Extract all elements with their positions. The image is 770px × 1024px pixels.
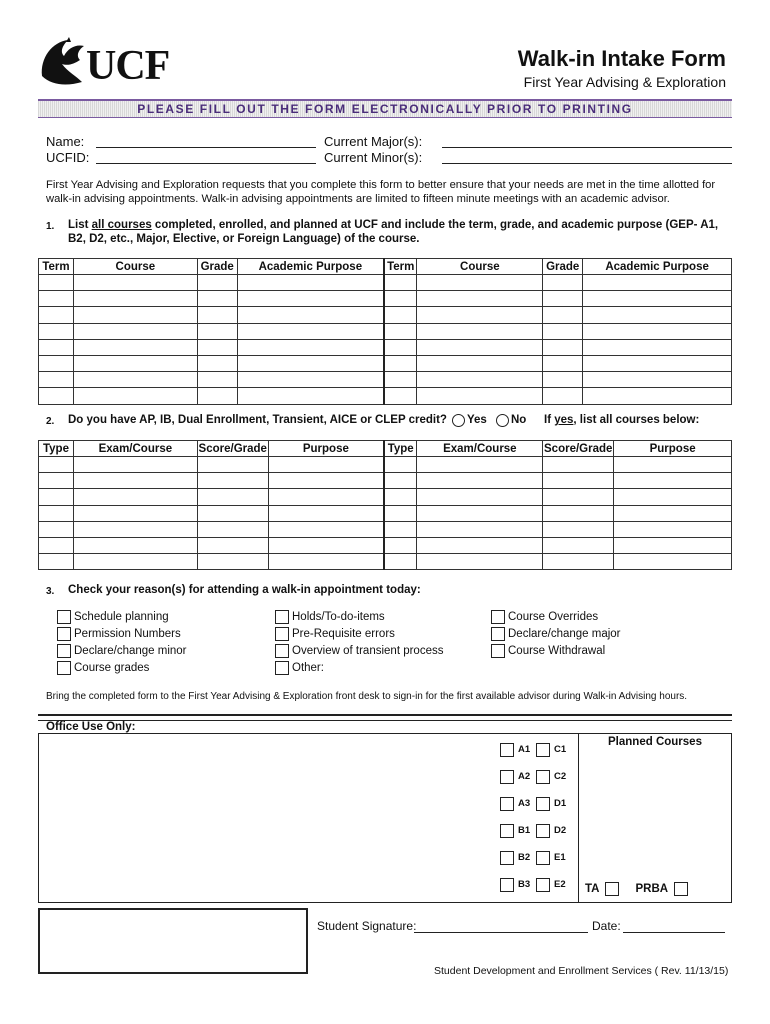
table-cell[interactable] (197, 388, 237, 404)
table-cell[interactable] (237, 307, 384, 323)
table-cell[interactable] (73, 372, 197, 388)
table-row (39, 307, 732, 323)
reason-option[interactable]: Schedule planning (57, 610, 187, 624)
table-cell[interactable] (417, 323, 543, 339)
prba-checkbox[interactable] (674, 882, 688, 896)
major-label: Current Major(s): (324, 134, 423, 149)
col-header: Purpose (268, 441, 384, 457)
q1-number: 1. (46, 221, 55, 232)
reason-option[interactable]: Course Overrides (491, 610, 621, 624)
table-cell[interactable] (417, 339, 543, 355)
table-cell[interactable] (543, 554, 614, 570)
table-cell[interactable] (543, 372, 583, 388)
q3-text: Check your reason(s) for attending a walk-in appointment today: (68, 584, 421, 596)
col-header: Course (417, 259, 543, 275)
table-cell[interactable] (543, 291, 583, 307)
table-cell[interactable] (73, 307, 197, 323)
checkbox[interactable] (536, 878, 550, 892)
q2-number: 2. (46, 416, 55, 427)
table-cell[interactable] (384, 388, 417, 404)
table-cell[interactable] (237, 339, 384, 355)
gep-row: A1 C1 (500, 742, 566, 757)
gep-row: B1 D2 (500, 823, 566, 838)
table-cell[interactable] (39, 291, 74, 307)
table-cell[interactable] (384, 489, 417, 505)
table-cell[interactable] (417, 388, 543, 404)
checkbox[interactable] (500, 824, 514, 838)
table-row (39, 355, 732, 371)
table-cell[interactable] (543, 323, 583, 339)
table-cell[interactable] (384, 355, 417, 371)
table-cell[interactable] (268, 473, 384, 489)
col-header: Exam/Course (417, 441, 543, 457)
name-label: Name: (46, 134, 85, 149)
minor-field[interactable] (442, 163, 732, 164)
checkbox[interactable] (536, 743, 550, 757)
table-cell[interactable] (39, 372, 74, 388)
date-label: Date: (592, 919, 621, 933)
gep-row: B2 E1 (500, 850, 566, 865)
table-row (39, 537, 732, 553)
table-cell[interactable] (39, 554, 74, 570)
advisor-box[interactable] (38, 908, 308, 974)
instruction-banner: PLEASE FILL OUT THE FORM ELECTRONICALLY PRIOR TO PRINTING (38, 99, 732, 118)
table-cell[interactable] (614, 473, 732, 489)
table-cell[interactable] (268, 554, 384, 570)
table-row (39, 521, 732, 537)
course-table-header (39, 259, 732, 275)
table-cell[interactable] (417, 505, 543, 521)
q2-yes-option[interactable]: Yes (452, 413, 487, 427)
table-cell[interactable] (39, 307, 74, 323)
gep-row: B3 E2 (500, 877, 566, 892)
col-header: Purpose (614, 441, 732, 457)
table-cell[interactable] (384, 521, 417, 537)
col-header: Term (384, 259, 417, 275)
reasons-col-2 (275, 610, 443, 675)
table-cell[interactable] (417, 537, 543, 553)
table-cell[interactable] (614, 489, 732, 505)
office-divider (38, 714, 732, 721)
col-header: Term (39, 259, 74, 275)
table-cell[interactable] (197, 457, 268, 473)
table-cell[interactable] (543, 339, 583, 355)
table-cell[interactable] (543, 537, 614, 553)
checkbox[interactable] (57, 610, 71, 624)
table-cell[interactable] (543, 473, 614, 489)
table-cell[interactable] (543, 457, 614, 473)
table-cell[interactable] (197, 323, 237, 339)
q1-text: List all courses completed, enrolled, and planned at UCF and include the term, grade, and academic purpose (GEP- A1, B2, D2, etc., Major, Elective, or Foreign Language) of the course. (68, 219, 719, 245)
table-cell[interactable] (39, 505, 74, 521)
table-cell[interactable] (417, 521, 543, 537)
table-cell[interactable] (268, 505, 384, 521)
col-header: Grade (543, 259, 583, 275)
table-cell[interactable] (614, 521, 732, 537)
student-signature-field[interactable] (414, 932, 588, 933)
page-subtitle: First Year Advising & Exploration (523, 74, 726, 90)
table-cell[interactable] (73, 473, 197, 489)
table-row (39, 275, 732, 291)
table-cell[interactable] (384, 554, 417, 570)
table-cell[interactable] (237, 388, 384, 404)
table-cell[interactable] (73, 388, 197, 404)
checkbox[interactable] (275, 610, 289, 624)
footer-text: Student Development and Enrollment Services ( Rev. 11/13/15) (434, 965, 729, 977)
table-cell[interactable] (268, 489, 384, 505)
table-cell[interactable] (384, 339, 417, 355)
table-cell[interactable] (417, 291, 543, 307)
col-header: Score/Grade (198, 442, 267, 455)
credit-table-header (39, 441, 732, 457)
ucfid-field[interactable] (96, 163, 316, 164)
table-cell[interactable] (73, 291, 197, 307)
table-cell[interactable] (543, 489, 614, 505)
col-header: Type (39, 441, 74, 457)
table-cell[interactable] (384, 372, 417, 388)
col-header: Type (384, 441, 417, 457)
table-cell[interactable] (237, 355, 384, 371)
table-cell[interactable] (384, 457, 417, 473)
table-cell[interactable] (39, 323, 74, 339)
table-cell[interactable] (39, 275, 74, 291)
table-cell[interactable] (417, 489, 543, 505)
gep-row: A3 D1 (500, 796, 566, 811)
table-cell[interactable] (197, 275, 237, 291)
table-cell[interactable] (237, 372, 384, 388)
table-row (39, 372, 732, 388)
page-title: Walk-in Intake Form (517, 46, 726, 71)
table-row (39, 339, 732, 355)
table-row (39, 554, 732, 570)
table-cell[interactable] (417, 457, 543, 473)
table-cell[interactable] (543, 275, 583, 291)
table-cell[interactable] (417, 355, 543, 371)
ucf-logo-text: UCF (86, 43, 170, 89)
table-row (39, 505, 732, 521)
checkbox[interactable] (500, 797, 514, 811)
table-cell[interactable] (543, 505, 614, 521)
table-row (39, 473, 732, 489)
table-cell[interactable] (543, 521, 614, 537)
table-cell[interactable] (417, 275, 543, 291)
table-cell[interactable] (197, 537, 268, 553)
reason-option[interactable]: Holds/To-do-items (275, 610, 443, 624)
table-cell[interactable] (73, 275, 197, 291)
reason-option[interactable]: Permission Numbers (57, 627, 187, 641)
table-cell[interactable] (583, 355, 732, 371)
checkbox[interactable] (275, 661, 289, 675)
reason-option[interactable]: Course Withdrawal (491, 644, 621, 658)
checkbox[interactable] (500, 770, 514, 784)
col-header: Academic Purpose (237, 259, 384, 275)
checkbox[interactable] (536, 851, 550, 865)
intro-paragraph: First Year Advising and Exploration requests that you complete this form to better ensure that your needs are met in the time allotted for walk-in advising appointments. Walk-in advising appointments are limited to fifteen minute meetings with an academic advisor. (46, 179, 716, 205)
table-cell[interactable] (197, 521, 268, 537)
checkbox[interactable] (536, 797, 550, 811)
table-row (39, 457, 732, 473)
table-cell[interactable] (197, 505, 268, 521)
table-cell[interactable] (543, 307, 583, 323)
reasons-col-3 (491, 610, 621, 658)
table-cell[interactable] (268, 537, 384, 553)
office-label: Office Use Only: (46, 721, 136, 733)
table-cell[interactable] (39, 521, 74, 537)
table-cell[interactable] (614, 554, 732, 570)
table-cell[interactable] (39, 388, 74, 404)
col-header: Grade (197, 259, 237, 275)
col-header: Exam/Course (73, 441, 197, 457)
table-cell[interactable] (417, 372, 543, 388)
table-cell[interactable] (583, 275, 732, 291)
col-header: Score/Grade (544, 442, 613, 455)
table-cell[interactable] (583, 291, 732, 307)
table-row (39, 489, 732, 505)
table-cell[interactable] (583, 339, 732, 355)
table-cell[interactable] (39, 473, 74, 489)
table-cell[interactable] (73, 355, 197, 371)
table-cell[interactable] (39, 489, 74, 505)
gep-codes (500, 742, 566, 892)
table-cell[interactable] (543, 355, 583, 371)
gep-row: A2 C2 (500, 769, 566, 784)
table-cell[interactable] (197, 307, 237, 323)
table-cell[interactable] (384, 473, 417, 489)
ucfid-label: UCFID: (46, 150, 90, 165)
table-cell[interactable] (197, 473, 268, 489)
table-cell[interactable] (417, 307, 543, 323)
table-cell[interactable] (268, 521, 384, 537)
q2-if-yes: If yes, list all courses below: (544, 414, 700, 426)
student-signature-label: Student Signature: (317, 919, 417, 933)
table-cell[interactable] (73, 521, 197, 537)
table-cell[interactable] (614, 457, 732, 473)
table-cell[interactable] (73, 489, 197, 505)
table-cell[interactable] (73, 457, 197, 473)
checkbox[interactable] (57, 644, 71, 658)
table-cell[interactable] (73, 554, 197, 570)
table-cell[interactable] (237, 275, 384, 291)
checkbox[interactable] (57, 661, 71, 675)
minor-label: Current Minor(s): (324, 150, 423, 165)
table-cell[interactable] (39, 537, 74, 553)
table-cell[interactable] (384, 505, 417, 521)
planned-courses-box (578, 733, 732, 903)
checkbox[interactable] (536, 824, 550, 838)
credit-table (38, 440, 732, 570)
table-cell[interactable] (197, 339, 237, 355)
checkbox[interactable] (500, 878, 514, 892)
checkbox[interactable] (500, 851, 514, 865)
table-cell[interactable] (384, 307, 417, 323)
checkbox[interactable] (491, 644, 505, 658)
reason-option[interactable]: Overview of transient process (275, 644, 443, 658)
col-header: Academic Purpose (583, 259, 732, 275)
major-field[interactable] (442, 147, 732, 148)
reason-option[interactable]: Other: (275, 661, 443, 675)
ta-label: TA (585, 883, 600, 895)
reasons-col-1 (57, 610, 187, 675)
q3-number: 3. (46, 586, 55, 597)
table-row (39, 323, 732, 339)
table-cell[interactable] (197, 554, 268, 570)
table-cell[interactable] (583, 388, 732, 404)
table-cell[interactable] (237, 323, 384, 339)
table-cell[interactable] (197, 291, 237, 307)
table-cell[interactable] (73, 339, 197, 355)
date-field[interactable] (623, 932, 725, 933)
reason-option[interactable]: Pre-Requisite errors (275, 627, 443, 641)
table-cell[interactable] (384, 323, 417, 339)
table-cell[interactable] (197, 489, 268, 505)
table-cell[interactable] (197, 372, 237, 388)
q2-text: Do you have AP, IB, Dual Enrollment, Transient, AICE or CLEP credit? (68, 414, 447, 426)
table-cell[interactable] (583, 323, 732, 339)
col-header: Course (73, 259, 197, 275)
table-cell[interactable] (583, 307, 732, 323)
table-cell[interactable] (39, 339, 74, 355)
yes-radio[interactable] (452, 414, 465, 427)
table-cell[interactable] (543, 388, 583, 404)
table-cell[interactable] (73, 323, 197, 339)
table-cell[interactable] (384, 275, 417, 291)
prba-label: PRBA (635, 883, 669, 895)
table-cell[interactable] (73, 505, 197, 521)
reason-option[interactable]: Declare/change major (491, 627, 621, 641)
table-cell[interactable] (614, 505, 732, 521)
table-cell[interactable] (384, 291, 417, 307)
checkbox[interactable] (275, 644, 289, 658)
checkbox[interactable] (491, 610, 505, 624)
reason-option[interactable]: Course grades (57, 661, 187, 675)
checkbox[interactable] (57, 627, 71, 641)
table-cell[interactable] (268, 457, 384, 473)
checkbox[interactable] (536, 770, 550, 784)
table-cell[interactable] (417, 473, 543, 489)
ta-checkbox[interactable] (605, 882, 619, 896)
checkbox[interactable] (491, 627, 505, 641)
checkbox[interactable] (500, 743, 514, 757)
planned-courses-label: Planned Courses (608, 736, 702, 748)
table-row (39, 291, 732, 307)
table-cell[interactable] (583, 372, 732, 388)
table-cell[interactable] (384, 537, 417, 553)
course-table (38, 258, 732, 405)
no-radio[interactable] (496, 414, 509, 427)
table-row (39, 388, 732, 404)
q2-no-option[interactable]: No (496, 413, 526, 427)
ta-prba-row (585, 882, 688, 896)
checkbox[interactable] (275, 627, 289, 641)
table-cell[interactable] (237, 291, 384, 307)
table-cell[interactable] (73, 537, 197, 553)
bring-instructions: Bring the completed form to the First Year Advising & Exploration front desk to sign-in for the first available advisor during Walk-in Advising hours. (46, 691, 688, 702)
table-cell[interactable] (39, 355, 74, 371)
table-cell[interactable] (197, 355, 237, 371)
table-cell[interactable] (417, 554, 543, 570)
table-cell[interactable] (39, 457, 74, 473)
table-cell[interactable] (614, 537, 732, 553)
reason-option[interactable]: Declare/change minor (57, 644, 187, 658)
name-field[interactable] (96, 147, 316, 148)
